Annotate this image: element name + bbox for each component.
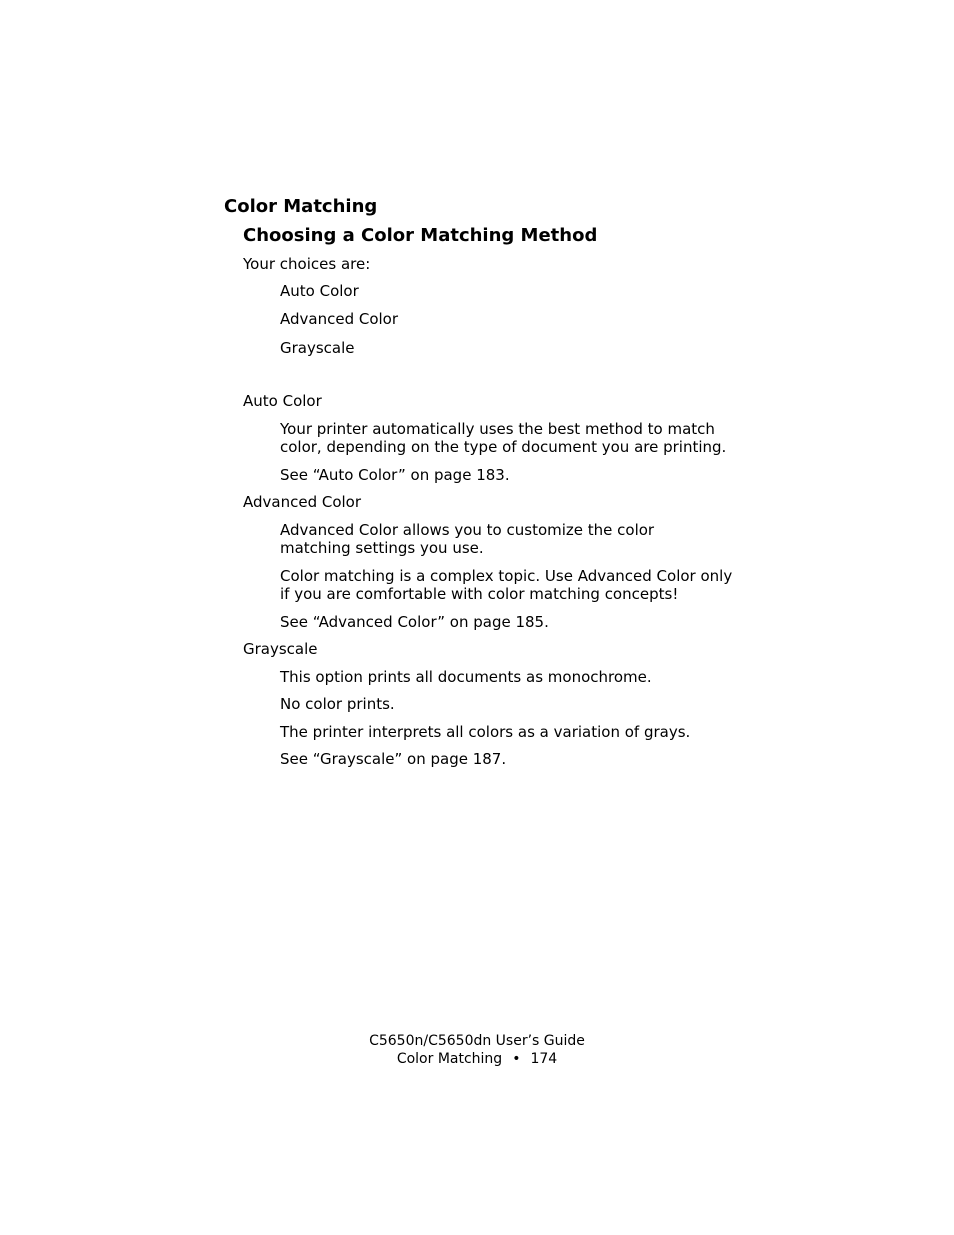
subsection-heading: Choosing a Color Matching Method [243, 225, 598, 246]
paragraph: Your printer automatically uses the best method to match color, depending on the type of document you are printing. [280, 419, 727, 456]
choice-grayscale: Grayscale [280, 338, 355, 357]
section-title-auto-color: Auto Color [243, 392, 322, 410]
cross-reference: See “Advanced Color” on page 185. [280, 612, 549, 631]
footer-separator: • [512, 1051, 521, 1067]
footer-chapter: Color Matching [396, 1051, 503, 1067]
page-content [243, 255, 743, 769]
choice-auto-color: Auto Color [280, 281, 359, 300]
paragraph: Color matching is a complex topic. Use Advanced Color only if you are comfortable with color matching concepts! [280, 566, 733, 603]
footer-chapter-line [0, 1050, 954, 1068]
paragraph: This option prints all documents as monochrome. [280, 667, 652, 686]
cross-reference: See “Grayscale” on page 187. [280, 750, 507, 768]
paragraph: Advanced Color allows you to customize the color matching settings you use. [280, 520, 655, 557]
section-title-grayscale: Grayscale [243, 640, 318, 658]
page-footer [0, 1032, 954, 1068]
footer-guide-title: C5650n/C5650dn User’s Guide [369, 1033, 585, 1049]
paragraph: The printer interprets all colors as a variation of grays. [280, 722, 691, 741]
section-heading: Color Matching [224, 196, 378, 217]
section-title-advanced-color: Advanced Color [243, 493, 362, 511]
page-number: 174 [530, 1051, 558, 1067]
choice-advanced-color: Advanced Color [280, 310, 399, 328]
cross-reference: See “Auto Color” on page 183. [280, 465, 510, 484]
paragraph: No color prints. [280, 695, 395, 713]
intro-text: Your choices are: [243, 255, 371, 273]
